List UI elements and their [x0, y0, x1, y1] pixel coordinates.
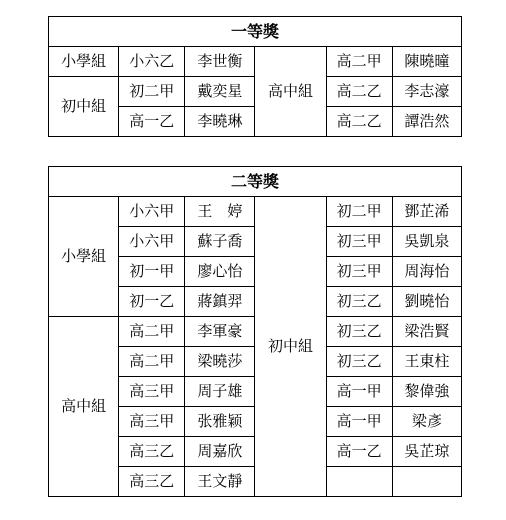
class-cell: 高一乙 [326, 437, 392, 467]
name-cell: 王 婷 [185, 197, 255, 227]
class-cell: 高二甲 [326, 47, 392, 77]
name-cell: 吳芷琼 [392, 437, 461, 467]
class-cell: 初三乙 [326, 287, 392, 317]
name-cell: 张雅颖 [185, 407, 255, 437]
name-cell: 王文靜 [185, 467, 255, 497]
name-cell: 吳凱泉 [392, 227, 461, 257]
class-cell: 初二甲 [326, 197, 392, 227]
first-prize-title: 一等獎 [49, 17, 462, 47]
name-cell: 李軍豪 [185, 317, 255, 347]
name-cell: 梁曉莎 [185, 347, 255, 377]
name-cell: 李志濠 [392, 77, 461, 107]
class-cell: 高一乙 [119, 107, 185, 137]
class-cell: 小六甲 [119, 227, 185, 257]
class-cell: 初一乙 [119, 287, 185, 317]
class-cell: 高二甲 [119, 317, 185, 347]
class-cell: 高三甲 [119, 407, 185, 437]
class-cell: 初一甲 [119, 257, 185, 287]
class-cell: 高二甲 [119, 347, 185, 377]
group-label: 小學組 [49, 197, 119, 317]
class-cell: 初三乙 [326, 347, 392, 377]
name-cell: 周嘉欣 [185, 437, 255, 467]
class-cell: 小六甲 [119, 197, 185, 227]
name-cell: 譚浩然 [392, 107, 461, 137]
name-cell: 陳曉曈 [392, 47, 461, 77]
class-cell: 高二乙 [326, 107, 392, 137]
empty-cell [326, 467, 392, 497]
class-cell: 小六乙 [119, 47, 185, 77]
class-cell: 高三乙 [119, 467, 185, 497]
name-cell: 黎偉強 [392, 377, 461, 407]
name-cell: 李曉琳 [185, 107, 255, 137]
name-cell: 周海怡 [392, 257, 461, 287]
name-cell: 王東柱 [392, 347, 461, 377]
class-cell: 高三乙 [119, 437, 185, 467]
group-label: 初中組 [49, 77, 119, 137]
name-cell: 劉曉怡 [392, 287, 461, 317]
second-prize-title: 二等獎 [49, 167, 462, 197]
empty-cell [392, 467, 461, 497]
group-label: 小學組 [49, 47, 119, 77]
class-cell: 高一甲 [326, 407, 392, 437]
group-label: 初中組 [255, 197, 326, 497]
name-cell: 廖心怡 [185, 257, 255, 287]
name-cell: 蘇子喬 [185, 227, 255, 257]
name-cell: 李世衡 [185, 47, 255, 77]
name-cell: 蔣鎮羿 [185, 287, 255, 317]
class-cell: 初二甲 [119, 77, 185, 107]
name-cell: 梁浩賢 [392, 317, 461, 347]
class-cell: 初三乙 [326, 317, 392, 347]
first-prize-table [48, 16, 462, 137]
class-cell: 高一甲 [326, 377, 392, 407]
name-cell: 梁彥 [392, 407, 461, 437]
name-cell: 戴奕星 [185, 77, 255, 107]
group-label: 高中組 [49, 317, 119, 497]
class-cell: 高三甲 [119, 377, 185, 407]
class-cell: 高二乙 [326, 77, 392, 107]
group-label: 高中組 [255, 47, 326, 137]
name-cell: 鄧芷浠 [392, 197, 461, 227]
name-cell: 周子雄 [185, 377, 255, 407]
second-prize-table [48, 166, 462, 497]
class-cell: 初三甲 [326, 257, 392, 287]
class-cell: 初三甲 [326, 227, 392, 257]
